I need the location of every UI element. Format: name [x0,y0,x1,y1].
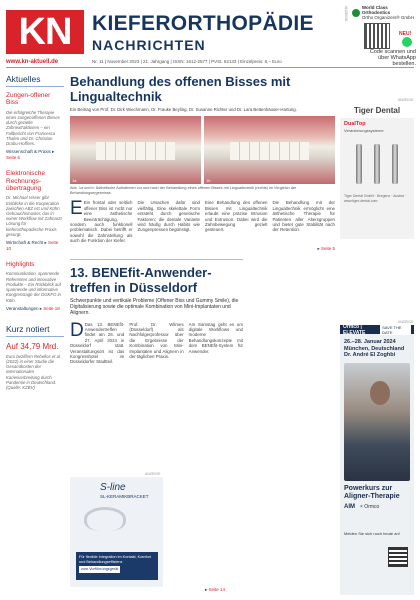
ad-subtitle: Verankerungssysteme [344,128,384,133]
kurz-headline: Auf 34,79 Mrd. [6,341,59,351]
qr-code-icon[interactable] [364,23,390,49]
ad-cta: Melden Sie sich noch heute an! [344,530,400,536]
masthead [92,12,314,53]
article-body [70,200,335,243]
article-column: E Ein frontal oder seitlich offener Biss ist nicht nur eine ästhetische Beeinträchtigung, sondern auch funktionell problematisch. Dabei betrifft er sowohl die Zahnstellung als auch die Funktion der Kiefer. [70,198,133,244]
article-title[interactable]: Behandlung des offenen Bisses mit Lingualtechnik [70,74,291,104]
article-column: D Das 13. BENEfit-Anwendertreffen findet am 26. und 27. April 2024 in Düsseldorf statt. Veranstaltungsort ist das Kongresshotel im Düsseldorfer Stadtteil. [70,319,125,365]
continue-link[interactable]: ▸ Seite 5 [317,245,335,251]
sidebar-item-link[interactable]: Wirtschaft & Recht ▸ Seite 10 [6,240,59,252]
ad-label: ANZEIGE [344,6,348,22]
ad-topbar [340,325,414,334]
ad-label: ANZEIGE [145,472,161,476]
ad-product: DualTop [344,121,366,127]
sidebar-item-link[interactable]: Wissenschaft & Praxis ▸ Seite 6 [6,149,55,161]
drop-cap: D [70,319,84,341]
ad-label: ANZEIGE [398,320,414,324]
sidebar-item-headline: Zungen-offener Biss [6,92,51,107]
new-badge: NEU! [399,31,412,37]
tiger-dental-ad[interactable] [340,103,414,239]
ormco-logo: Ormco | ELEVATE [343,323,366,336]
article-title[interactable]: 13. BENEfit-Anwender-treffen in Düsseldorf [70,259,243,295]
ad-infobox: Für flexible Integration im Kontakt, Komfort und Behandlungseffizienz zum Vorführungsgerät [76,552,158,580]
issue-info: Nr. 11 | November 2023 | 21. Jahrgang | ISSN: 1612-2577 | PVSt. 62133 | Einzelpreis: 6,– Euro [92,59,282,64]
ad-tagline: Powerkurs zur Aligner-Therapie [344,484,400,500]
promo-cta: Code scannen und über WhatsApp bestellen. [369,49,416,68]
bracket-image [84,507,126,531]
continue-link[interactable]: ▸ Seite 14 [205,587,226,592]
speaker-photo [344,363,410,481]
qr-code-icon[interactable] [388,547,408,567]
photo-caption: Abb. 1a und b: Ästhetische Aufnahmen vor und nach der Behandlung eines offenen Bisses mit Lingualtechnik (rechts) im Vergleich der Behandlungsergebnisse. [70,186,297,195]
screw-images [340,134,414,194]
promo-box[interactable] [352,5,416,97]
masthead-title: KIEFERORTHOPÄDIE [92,12,314,35]
section-title-kurz-notiert: Kurz notiert [6,324,64,337]
ad-label: ANZEIGE [398,98,414,102]
kurz-text: Euro beziffern Rebellos et al. (2022) in einer Studie die Gesamtkosten der internationalen Kariesverbreitung durch Pandemie in Deutschland. (Quelle: KZBV) [6,353,62,390]
drop-cap: E [70,198,83,220]
article-column: Eine Behandlung des offenen Bisses mit Lingualtechnik erlaubt eine präzise Intrusion und Extrusion. Dabei wird die Zahnbewegung gezielt gesteuert. [205,200,268,233]
event-info: 26.–28. Januar 2024 München, Deutschland Dr. André El Zoghbi [344,339,405,358]
main-column [70,74,335,365]
whatsapp-icon [402,37,412,47]
masthead-subtitle: NACHRICHTEN [92,37,206,53]
section-title-aktuelles: Aktuelles [6,74,64,87]
article-body [70,319,243,365]
sidebar-item-headline: Elektronische Rechnungs-übertragung [6,170,46,193]
ad-footer: Tiger Dental GmbH · Bregenz · Austria · www.tiger-dental.com [344,194,407,203]
save-date-badge: SAVE THE DATE [380,325,411,335]
article-photos [70,116,335,184]
sidebar-item-text: Die erfolgreiche Therapie eines zungenoffenen Bisses durch gezielte Zahnextraktionen – ein Fallbericht von Francesca Thalen und Dr. Christian Drabu-Hoffnes. [6,109,60,147]
sidebar-item-text: Dr. Michael Visser gibt Einblicke in die Kooperation zwischen ABZ eG und Kühn Gebrauchsmuster, das in seiner Workflow mit Zahnarzt Lösung für kieferorthopädische Praxis gesorgt. [6,195,62,237]
s-line-ad[interactable] [70,477,163,587]
ormco-ad[interactable] [340,325,414,595]
ad-brand: S-line [100,482,126,493]
partner-logos: AIM × Ormco [344,503,380,510]
website-link[interactable]: www.kn-aktuell.de [6,59,59,65]
ad-button[interactable]: zum Vorführungsgerät [81,567,119,572]
sidebar-item-headline: Highlights [6,261,35,269]
article-intro: Schwerpunkte und vertikale Probleme (Offener Biss und Gummy Smile), die Digitalisierung sowie die optimale Kombination von Mini-Implantaten und Alignern. [70,297,239,316]
globe-icon [352,9,360,17]
ad-subtitle: SL-KERAMIKBRACKET [100,494,149,499]
article-column: Die Ursachen dafür sind vielfältig. Eine skelettale Form entsteht durch genetische Faktoren; die dentale Variante wird häufig durch Habits wie Zungenpressen begünstigt. [137,200,200,233]
kn-logo: KN [6,10,84,54]
article-column: Am Samstag geht es um digitale Workflows und moderne Behandlungskonzepte mit dem BENEfit-System für Anwender. [188,321,243,354]
sidebar-item-link[interactable]: Veranstaltungen ▸ Seite 18 [6,305,60,311]
article-column: Die Behandlung mit der Lingualtechnik ermöglicht eine ästhetische Therapie für Patienten aller Altersgruppen und bietet gute Stabilität nach der Retention. [272,200,335,233]
promo-logo [352,5,416,20]
article-column: Prof. Dr. Wilmes (Düsseldorf) als Nachfolgerprofessor über die Ergebnisse der Kombination von Mini-Implantaten und Alignern in der täglichen Praxis. [129,321,184,360]
promo-logo-text: World Class Orthodontics Ortho Organizers® GmbH [361,5,414,20]
sidebar-item-text: Kommunikation, spannende Referenten und innovative Produkte – Ein Rückblick auf spannende und informative Kongresstage der DGKFO in Köln. [6,271,61,303]
sidebar [6,74,64,600]
article-byline: Ein Beitrag von Prof. Dr. Dirk Wiechmann, Dr. Frauke Beyling, Dr. Susanne Richter und Dr. Lara Bettenhäuser-Hartung. [70,107,297,112]
teeth-photo-before: 1a [70,116,201,184]
teeth-photo-after: 1b [204,116,335,184]
ad-brand: Tiger Dental [340,103,414,118]
